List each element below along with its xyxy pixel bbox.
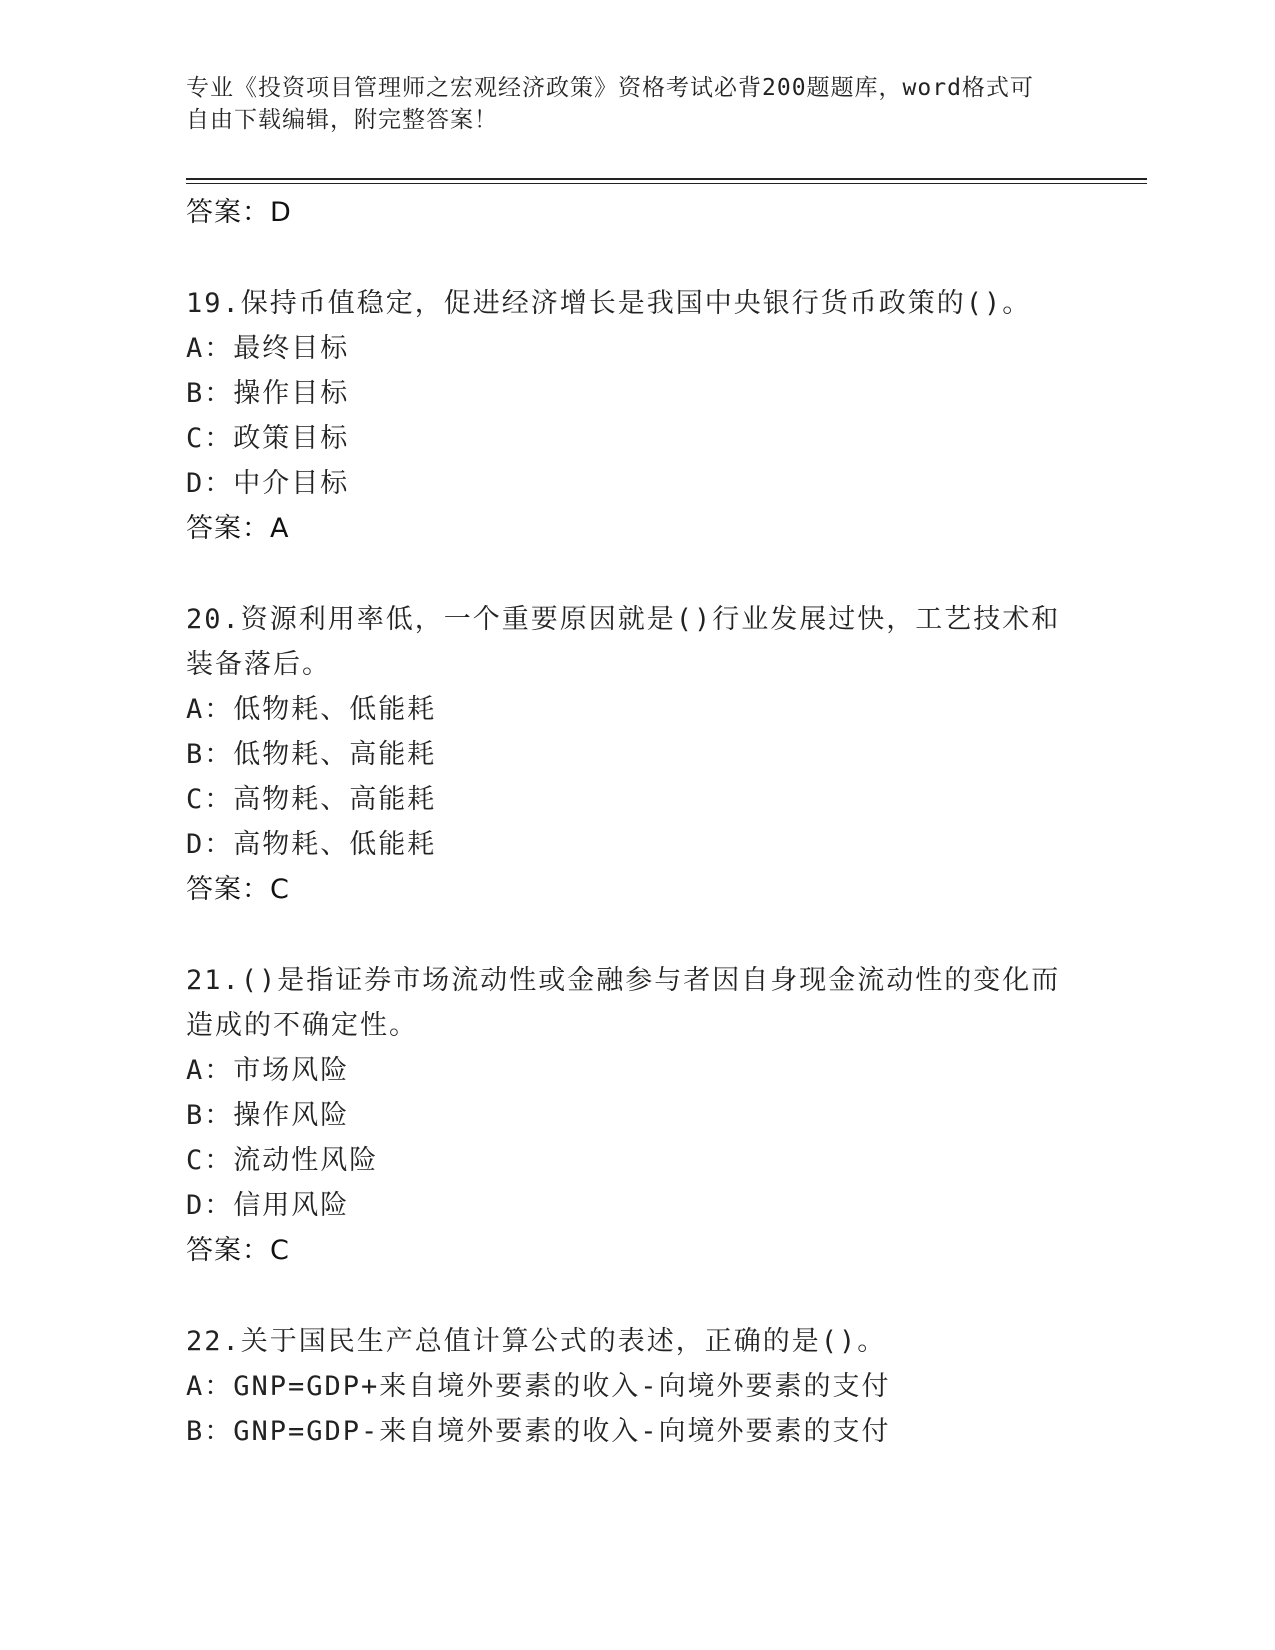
option-a: A：低物耗、低能耗 <box>186 694 437 725</box>
document-header <box>186 72 1086 136</box>
header-divider-thick <box>186 178 1147 180</box>
question-block <box>186 1319 1076 1454</box>
option-d: D：高物耗、低能耗 <box>186 829 437 860</box>
option-c: C：政策目标 <box>186 423 350 454</box>
option-d: D：信用风险 <box>186 1190 350 1221</box>
option-a: A：GNP=GDP+来自境外要素的收入-向境外要素的支付 <box>186 1371 891 1402</box>
header-line-1: 专业《投资项目管理师之宏观经济政策》资格考试必背200题题库，word格式可 <box>186 75 1034 101</box>
question-block <box>186 281 1076 551</box>
answer-line: 答案：C <box>186 1235 290 1266</box>
question-text: 20.资源利用率低，一个重要原因就是()行业发展过快，工艺技术和装备落后。 <box>186 604 1061 680</box>
option-b: B：操作目标 <box>186 378 350 409</box>
option-b: B：低物耗、高能耗 <box>186 739 437 770</box>
header-divider-thin <box>186 183 1147 184</box>
option-a: A：最终目标 <box>186 333 350 364</box>
option-c: C：高物耗、高能耗 <box>186 784 437 815</box>
option-c: C：流动性风险 <box>186 1145 379 1176</box>
question-text: 19.保持币值稳定，促进经济增长是我国中央银行货币政策的()。 <box>186 288 1032 319</box>
answer-line: 答案：C <box>186 874 290 905</box>
header-line-2: 自由下载编辑，附完整答案！ <box>186 107 498 133</box>
question-block <box>186 597 1076 912</box>
question-text: 22.关于国民生产总值计算公式的表述，正确的是()。 <box>186 1326 887 1357</box>
option-d: D：中介目标 <box>186 468 350 499</box>
question-list <box>186 190 1076 1454</box>
question-text: 21.()是指证券市场流动性或金融参与者因自身现金流动性的变化而造成的不确定性。 <box>186 965 1061 1041</box>
option-b: B：操作风险 <box>186 1100 350 1131</box>
option-b: B：GNP=GDP-来自境外要素的收入-向境外要素的支付 <box>186 1416 891 1447</box>
option-a: A：市场风险 <box>186 1055 350 1086</box>
question-block <box>186 958 1076 1273</box>
answer-line: 答案：A <box>186 513 290 544</box>
answer-line: 答案：D <box>186 197 292 228</box>
